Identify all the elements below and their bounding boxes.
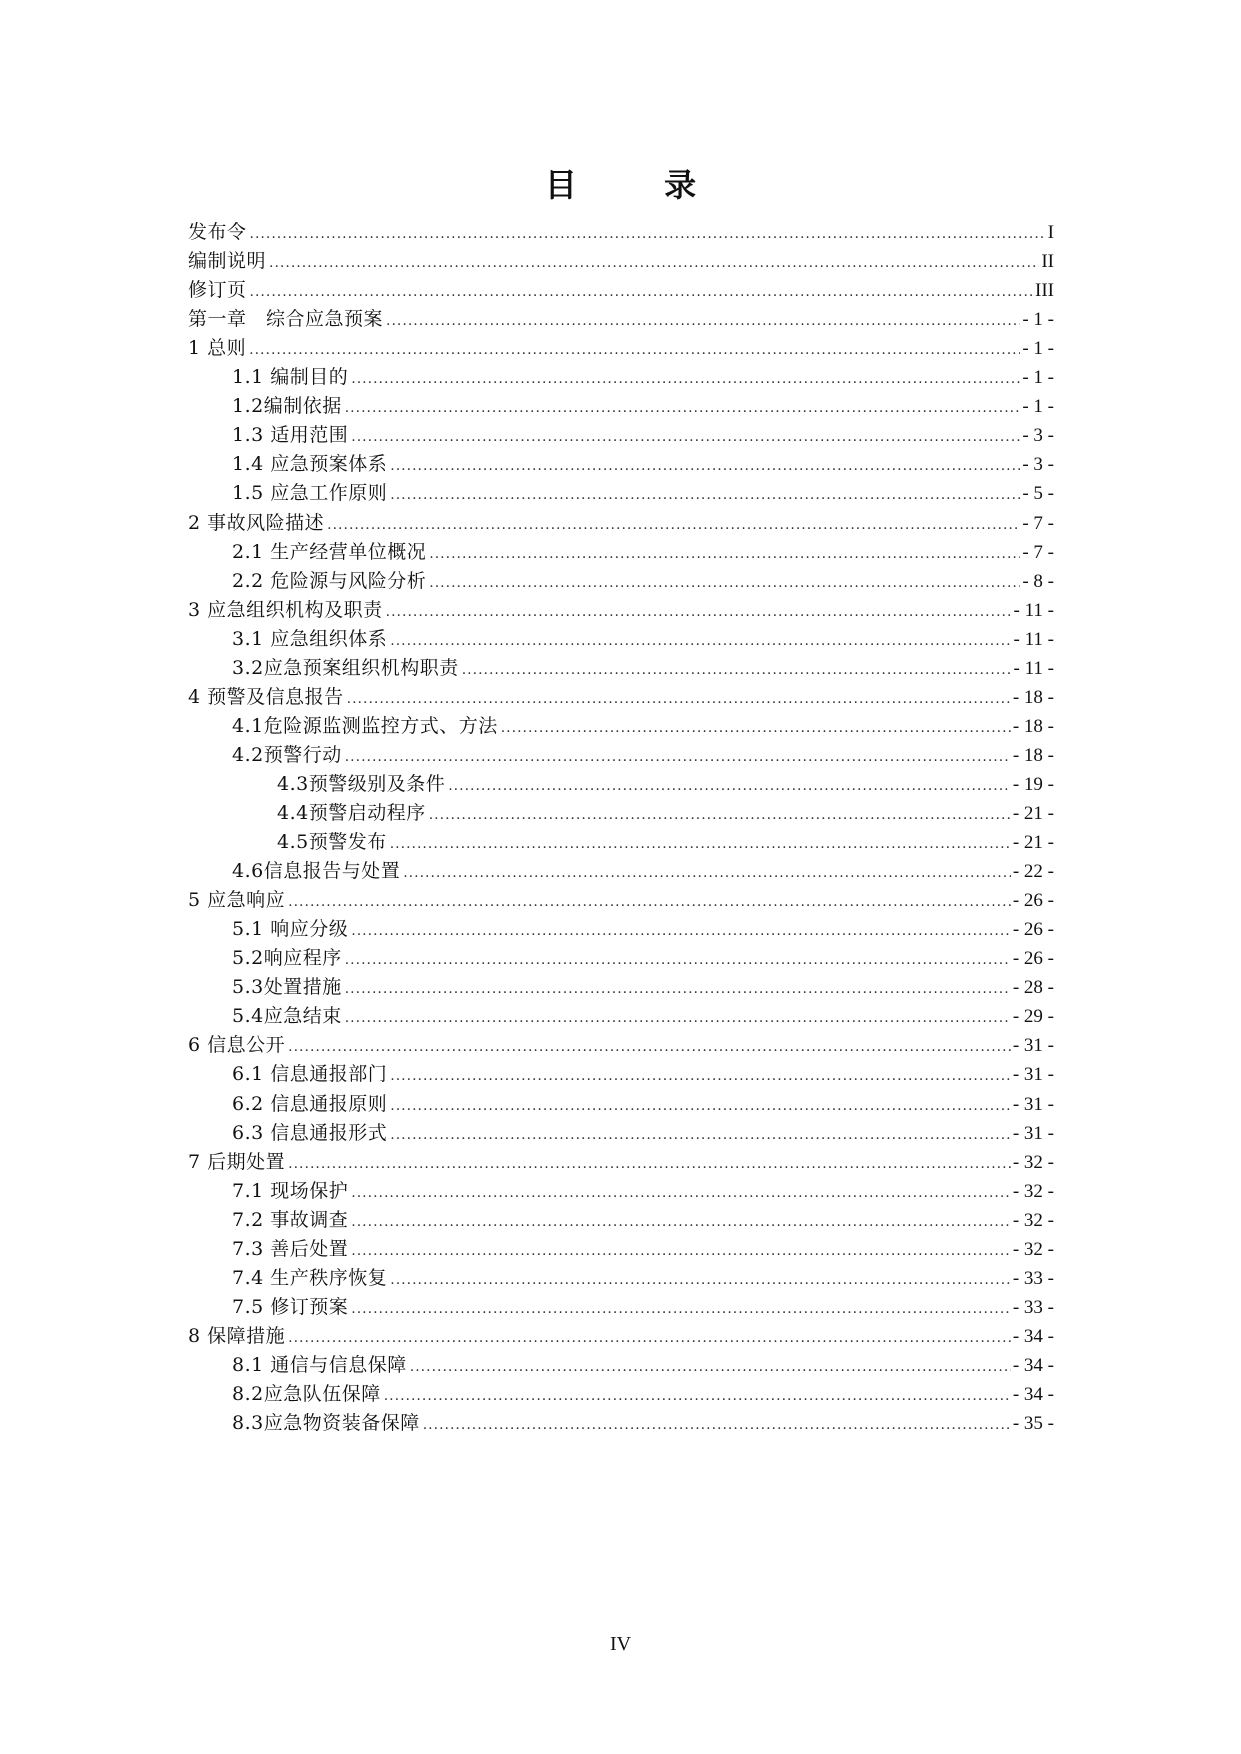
toc-entry[interactable] (232, 1176, 1054, 1206)
toc-entry[interactable] (232, 1001, 1054, 1031)
dot-leader (351, 1178, 1011, 1208)
toc-entry-label: 6 信息公开 (188, 1034, 286, 1057)
dot-leader (390, 1091, 1011, 1121)
toc-entry-label: 4.4预警启动程序 (277, 802, 426, 824)
toc-entry-page-number: I (1047, 222, 1054, 243)
toc-entry-page-number: - 1 - (1022, 309, 1054, 331)
dot-leader (288, 1032, 1011, 1062)
dot-leader (345, 974, 1011, 1004)
toc-entry[interactable] (188, 217, 1054, 247)
toc-entry[interactable] (232, 972, 1054, 1002)
toc-entry-label: 5 应急响应 (188, 889, 286, 912)
toc-entry-page-number: - 32 - (1012, 1180, 1054, 1202)
toc-entry-label: 5.1 响应分级 (232, 918, 349, 941)
toc-entry-label: 2.2 危险源与风险分析 (232, 569, 427, 592)
toc-entry-label: 第一章 综合应急预案 (188, 308, 384, 331)
toc-entry[interactable] (188, 246, 1054, 276)
toc-entry-label: 8.2应急队伍保障 (232, 1383, 381, 1405)
toc-entry-page-number: - 26 - (1012, 948, 1054, 970)
dot-leader (288, 1323, 1011, 1353)
toc-entry-page-number: - 26 - (1012, 919, 1054, 941)
toc-entry[interactable] (277, 827, 1054, 857)
dot-leader (345, 393, 1021, 423)
toc-entry[interactable] (232, 711, 1054, 741)
toc-entry[interactable] (188, 508, 1054, 538)
toc-entry[interactable] (232, 478, 1054, 508)
toc-entry[interactable] (232, 391, 1054, 421)
toc-entry-label: 4.2预警行动 (232, 743, 342, 766)
page-number-footer: IV (609, 1633, 632, 1655)
toc-entry[interactable] (188, 304, 1054, 334)
toc-entry-page-number: - 31 - (1012, 1035, 1054, 1057)
toc-entry[interactable] (232, 740, 1054, 770)
toc-entry-label: 7.3 善后处置 (232, 1237, 349, 1260)
toc-entry-label: 8 保障措施 (188, 1324, 286, 1347)
toc-entry-page-number: - 31 - (1012, 1122, 1054, 1144)
toc-entry[interactable] (188, 333, 1054, 363)
dot-leader (390, 1265, 1011, 1295)
toc-entry-label: 7.2 事故调查 (232, 1208, 349, 1231)
dot-leader (345, 1003, 1011, 1033)
toc-entry-page-number: - 21 - (1012, 832, 1054, 854)
toc-entry[interactable] (188, 1030, 1054, 1060)
toc-entry-page-number: - 32 - (1012, 1209, 1054, 1231)
toc-entry-label: 6.2 信息通报原则 (232, 1092, 388, 1115)
toc-entry-page-number: - 18 - (1012, 715, 1054, 737)
toc-entry-label: 5.3处置措施 (232, 976, 342, 999)
dot-leader (448, 771, 1011, 801)
toc-entry-label: 4 预警及信息报告 (188, 685, 344, 708)
toc-entry-label: 修订页 (188, 279, 247, 302)
dot-leader (269, 248, 1039, 278)
toc-entry-page-number: - 3 - (1022, 454, 1054, 476)
toc-entry[interactable] (232, 1350, 1054, 1380)
toc-entry[interactable] (188, 682, 1054, 712)
toc-entry-page-number: - 5 - (1022, 483, 1054, 505)
toc-entry-label: 4.1危险源监测监控方式、方法 (232, 714, 498, 737)
dot-leader (249, 335, 1020, 365)
toc-entry-label: 1.4 应急预案体系 (232, 453, 388, 476)
toc-entry-label: 8.1 通信与信息保障 (232, 1353, 407, 1376)
toc-entry-page-number: - 3 - (1022, 425, 1054, 447)
toc-entry[interactable] (277, 798, 1054, 828)
toc-entry-label: 6.3 信息通报形式 (232, 1121, 388, 1144)
toc-entry-page-number: - 26 - (1012, 890, 1054, 912)
toc-entry[interactable] (188, 275, 1054, 305)
toc-entry-page-number: II (1041, 251, 1054, 273)
dot-leader (429, 800, 1011, 830)
toc-entry[interactable] (232, 1089, 1054, 1119)
dot-leader (351, 422, 1020, 452)
toc-entry[interactable] (232, 1234, 1054, 1264)
toc-entry-page-number: - 11 - (1013, 628, 1054, 650)
toc-entry[interactable] (232, 1059, 1054, 1089)
toc-entry-page-number: - 34 - (1012, 1354, 1054, 1376)
toc-entry-page-number: - 31 - (1012, 1064, 1054, 1086)
dot-leader (390, 1120, 1011, 1150)
dot-leader (288, 887, 1011, 917)
toc-entry[interactable] (232, 1118, 1054, 1148)
toc-entry-page-number: - 32 - (1012, 1238, 1054, 1260)
toc-entry[interactable] (232, 449, 1054, 479)
toc-entry[interactable] (232, 624, 1054, 654)
toc-entry-label: 发布令 (188, 221, 247, 243)
toc-entry[interactable] (232, 420, 1054, 450)
dot-leader (403, 858, 1011, 888)
page-title: 目 录 (544, 166, 735, 204)
dot-leader (386, 306, 1020, 336)
dot-leader (250, 277, 1034, 307)
toc-entry-label: 1.2编制依据 (232, 395, 342, 418)
toc-entry-label: 7 后期处置 (188, 1150, 286, 1173)
toc-entry-page-number: - 18 - (1012, 686, 1054, 708)
toc-entry-label: 3 应急组织机构及职责 (188, 598, 383, 621)
toc-entry-label: 5.2响应程序 (232, 947, 342, 970)
toc-entry[interactable] (232, 943, 1054, 973)
toc-entry-label: 2 事故风险描述 (188, 511, 325, 534)
dot-leader (429, 539, 1020, 569)
toc-entry-label: 编制说明 (188, 250, 267, 273)
dot-leader (390, 829, 1011, 859)
toc-entry-page-number: - 8 - (1022, 570, 1054, 592)
dot-leader (351, 364, 1020, 394)
toc-entry-page-number: - 19 - (1012, 773, 1054, 795)
toc-entry-label: 4.3预警级别及条件 (277, 772, 446, 795)
toc-entry-page-number: - 18 - (1012, 744, 1054, 766)
toc-entry-label: 7.4 生产秩序恢复 (232, 1266, 388, 1289)
toc-entry-page-number: - 33 - (1012, 1267, 1054, 1289)
toc-entry[interactable] (232, 1205, 1054, 1235)
toc-entry-page-number: - 1 - (1022, 367, 1054, 389)
dot-leader (501, 713, 1011, 743)
dot-leader (351, 916, 1011, 946)
toc-entry[interactable] (232, 856, 1054, 886)
dot-leader (386, 597, 1012, 627)
toc-entry-page-number: - 7 - (1022, 512, 1054, 534)
toc-entry[interactable] (232, 537, 1054, 567)
toc-entry-page-number: - 21 - (1012, 803, 1054, 824)
dot-leader (390, 626, 1011, 656)
dot-leader (351, 1294, 1011, 1324)
toc-entry-page-number: - 28 - (1012, 977, 1054, 999)
toc-entry-page-number: - 33 - (1012, 1296, 1054, 1318)
toc-entry[interactable] (232, 566, 1054, 596)
toc-entry-label: 1.3 适用范围 (232, 424, 349, 447)
toc-entry-page-number: - 35 - (1012, 1413, 1054, 1435)
toc-entry[interactable] (232, 914, 1054, 944)
toc-entry-page-number: - 32 - (1012, 1151, 1054, 1173)
toc-entry-label: 7.1 现场保护 (232, 1179, 349, 1202)
dot-leader (288, 1149, 1011, 1179)
dot-leader (345, 945, 1011, 975)
toc-entry-page-number: - 34 - (1012, 1384, 1054, 1405)
toc-entry-page-number: - 11 - (1013, 599, 1054, 621)
toc-entry-page-number: - 7 - (1022, 541, 1054, 563)
toc-entry-page-number: - 11 - (1013, 657, 1054, 679)
toc-entry[interactable] (232, 1379, 1054, 1409)
toc-entry-label: 8.3应急物资装备保障 (232, 1412, 420, 1435)
toc-entry[interactable] (232, 1292, 1054, 1322)
dot-leader (351, 1207, 1011, 1237)
toc-entry[interactable] (188, 1147, 1054, 1177)
dot-leader (390, 451, 1020, 481)
dot-leader (347, 684, 1011, 714)
toc-entry-label: 1 总则 (188, 337, 247, 360)
toc-entry-label: 3.1 应急组织体系 (232, 627, 388, 650)
toc-entry[interactable] (232, 1408, 1054, 1438)
toc-entry-label: 1.1 编制目的 (232, 366, 349, 389)
dot-leader (390, 480, 1020, 510)
dot-leader (345, 742, 1011, 772)
dot-leader (410, 1352, 1011, 1382)
toc-entry-page-number: - 22 - (1012, 861, 1054, 883)
toc-entry[interactable] (232, 653, 1054, 683)
dot-leader (384, 1381, 1011, 1411)
toc-entry-label: 5.4应急结束 (232, 1005, 342, 1028)
dot-leader (429, 568, 1020, 598)
toc-entry-label: 4.5预警发布 (277, 831, 387, 854)
toc-entry-label: 2.1 生产经营单位概况 (232, 540, 427, 563)
toc-entry-page-number: - 29 - (1012, 1006, 1054, 1028)
toc-entry-page-number: - 1 - (1022, 338, 1054, 360)
toc-entry[interactable] (188, 595, 1054, 625)
toc-entry-label: 6.1 信息通报部门 (232, 1063, 388, 1086)
toc-entry[interactable] (188, 885, 1054, 915)
toc-entry-page-number: - 1 - (1022, 396, 1054, 418)
dot-leader (390, 1061, 1011, 1091)
dot-leader (351, 1236, 1011, 1266)
toc-entry-label: 4.6信息报告与处置 (232, 860, 401, 883)
toc-entry-label: 7.5 修订预案 (232, 1295, 349, 1318)
toc-entry-page-number: III (1035, 280, 1054, 302)
dot-leader (327, 510, 1020, 540)
toc-entry[interactable] (277, 769, 1054, 799)
toc-entry[interactable] (232, 362, 1054, 392)
toc-entry-page-number: - 34 - (1012, 1325, 1054, 1347)
toc-entry-page-number: - 31 - (1012, 1093, 1054, 1115)
toc-entry-label: 3.2应急预案组织机构职责 (232, 656, 459, 679)
dot-leader (462, 655, 1012, 685)
toc-entry[interactable] (188, 1321, 1054, 1351)
toc-entry-label: 1.5 应急工作原则 (232, 482, 388, 505)
dot-leader (250, 219, 1046, 249)
dot-leader (423, 1410, 1011, 1440)
toc-entry[interactable] (232, 1263, 1054, 1293)
